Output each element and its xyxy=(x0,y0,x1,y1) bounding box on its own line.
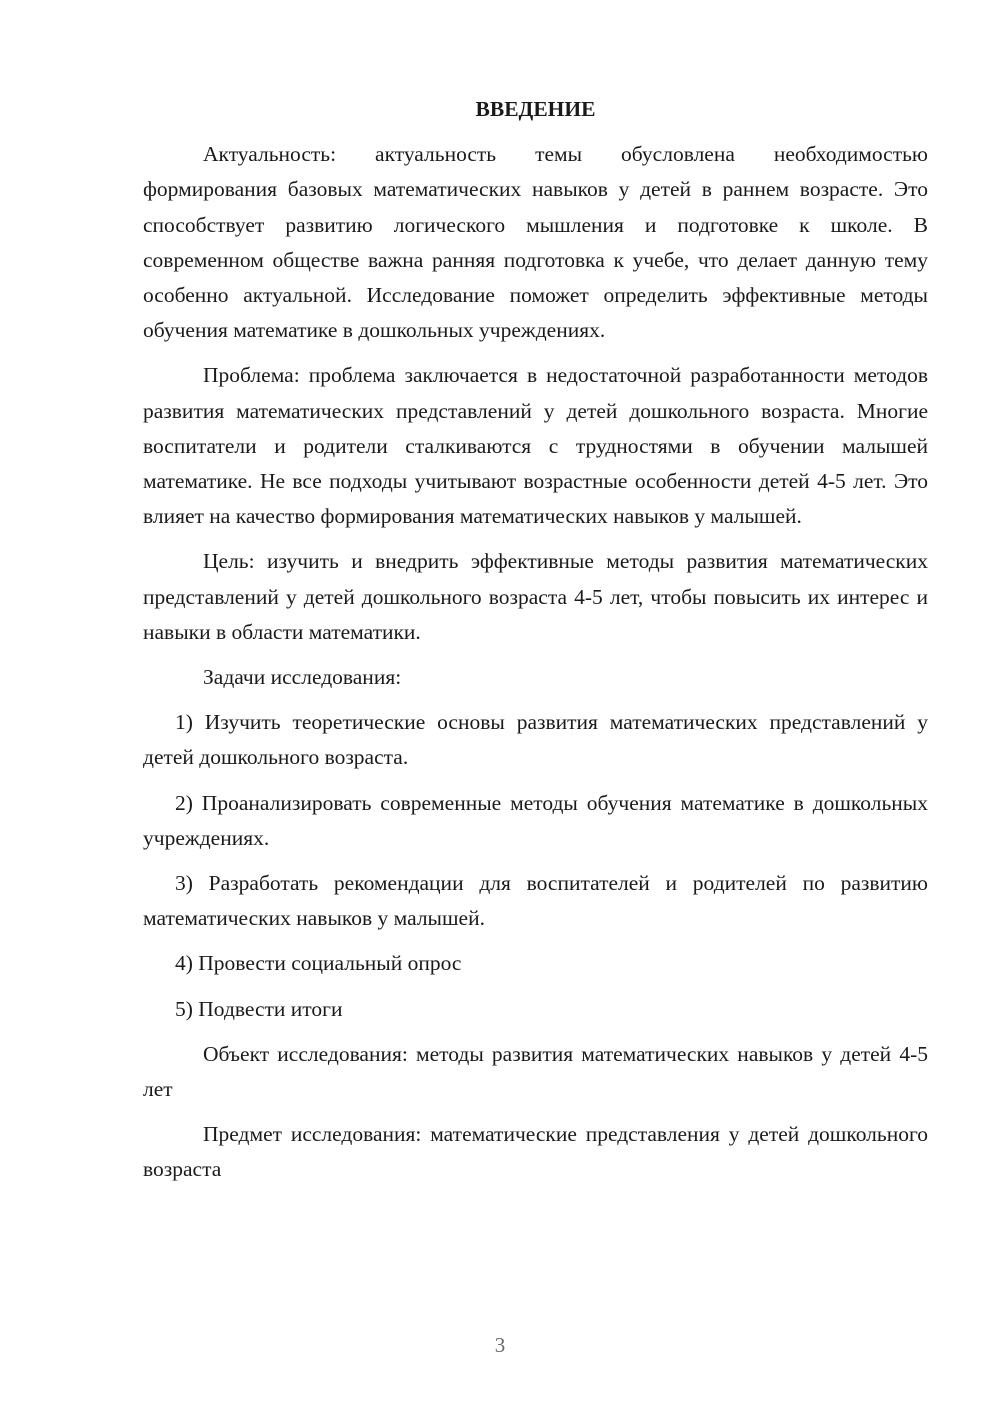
task-item-2: 2) Проанализировать современные методы обучения математике в дошкольных учреждениях. xyxy=(143,790,928,850)
problem-paragraph: Проблема: проблема заключается в недостаточной разработанности методов развития математических представлений у детей дошкольного возраста. Многие воспитатели и родители сталкиваются с трудностями в обучении малышей математике. Не все подходы учитывают возрастные особенности детей 4-5 лет. Это влияет на качество формирования математических навыков у малышей. xyxy=(143,363,928,529)
task-item-1: 1) Изучить теоретические основы развития математических представлений у детей дошкольного возраста. xyxy=(143,710,928,770)
object-paragraph: Объект исследования: методы развития математических навыков у детей 4-5 лет xyxy=(143,1041,928,1102)
subject-paragraph: Предмет исследования: математические представления у детей дошкольного возраста xyxy=(143,1122,928,1182)
tasks-heading: Задачи исследования: xyxy=(203,665,402,690)
document-page xyxy=(143,92,928,1198)
task-item-4: 4) Провести социальный опрос xyxy=(175,951,462,976)
task-item-5: 5) Подвести итоги xyxy=(175,996,343,1021)
goal-paragraph: Цель: изучить и внедрить эффективные методы развития математических представлений у детей дошкольного возраста 4-5 лет, чтобы повысить их интерес и навыки в области математики. xyxy=(143,549,928,644)
page-title: ВВЕДЕНИЕ xyxy=(475,97,596,121)
page-number: 3 xyxy=(494,1333,506,1357)
task-item-3: 3) Разработать рекомендации для воспитателей и родителей по развитию математических навыков у малышей. xyxy=(143,871,928,931)
relevance-paragraph: Актуальность: актуальность темы обусловлена необходимостью формирования базовых математических навыков у детей в раннем возрасте. Это способствует развитию логического мышления и подготовке к школе. В современном обществе важна ранняя подготовка к учебе, что делает данную тему особенно актуальной. Исследование поможет определить эффективные методы обучения математике в дошкольных учреждениях. xyxy=(143,142,928,343)
